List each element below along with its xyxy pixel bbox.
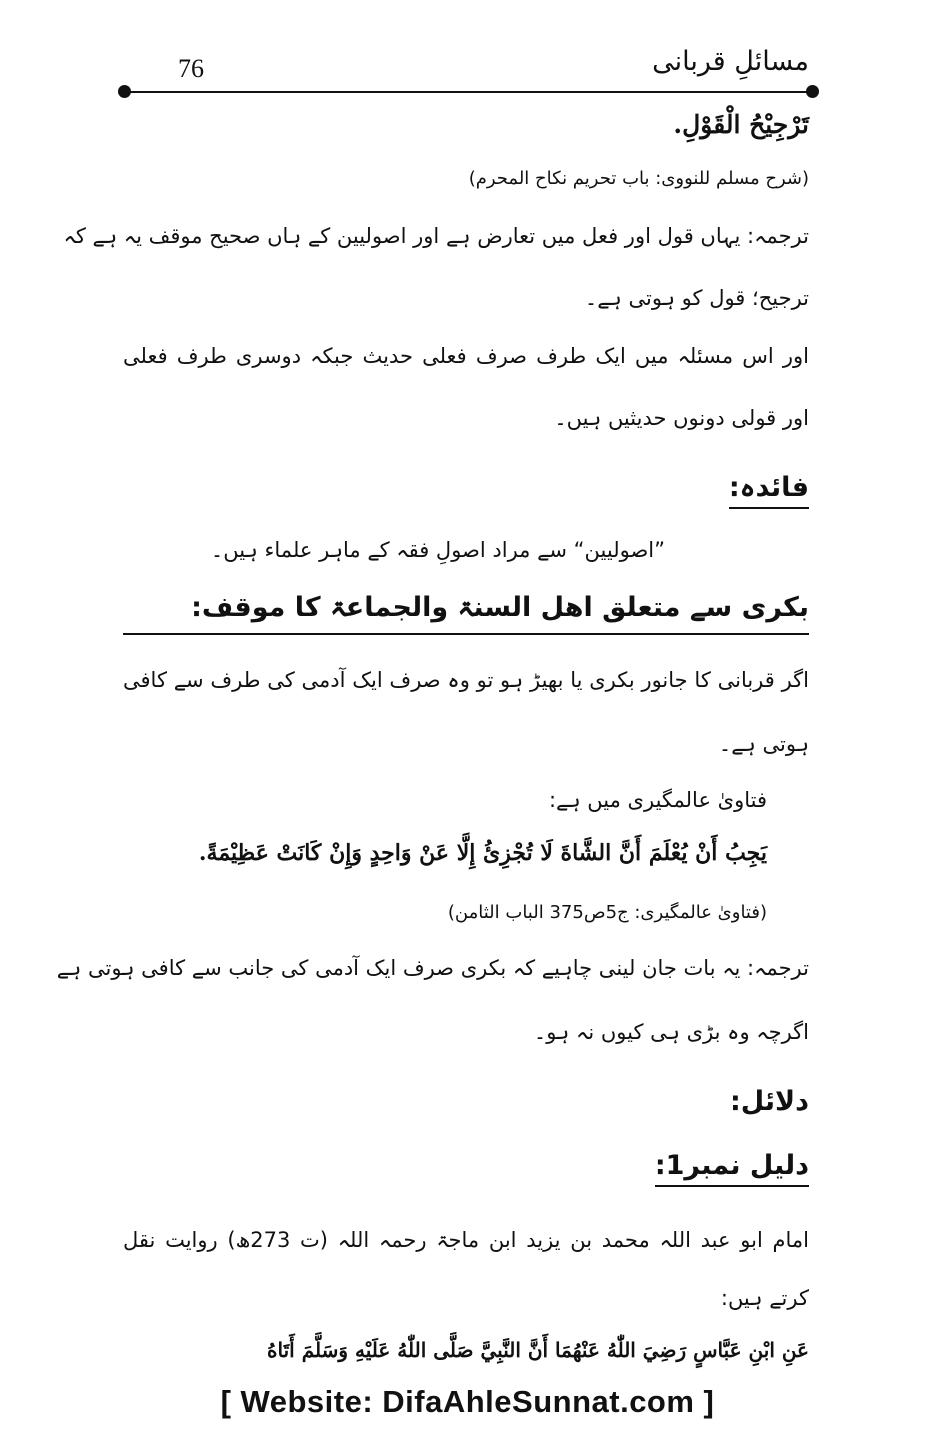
evidence-1-heading — [655, 1150, 809, 1181]
arabic-ruling: يَجِبُ أَنْ يُعْلَمَ أَنَّ الشَّاةَ لَا تُجْزِئُ إِلَّا عَنْ وَاحِدٍ وَإِنْ كَانَتْ عَظِيْمَةً. — [198, 840, 767, 866]
header-dot-right — [806, 85, 819, 98]
benefit-heading — [729, 472, 809, 503]
translation-line-2: ترجیح؛ قول کو ہوتی ہے۔ — [584, 286, 809, 310]
header-rule — [124, 91, 812, 93]
arabic-hadith: عَنِ ابْنِ عَبَّاسٍ رَضِيَ اللّٰهُ عَنْهُمَا أَنَّ النَّبِيَّ صَلَّى اللّٰهُ عَلَيْهِ وَسَلَّمَ أَتَاهُ — [267, 1338, 809, 1362]
paragraph-line-2: اور قولی دونوں حدیثیں ہیں۔ — [554, 406, 809, 430]
fatawa-intro: فتاویٰ عالمگیری میں ہے: — [548, 788, 767, 812]
ruling-line-2: ہوتی ہے۔ — [718, 732, 809, 756]
evidence-1-heading-text: دلیل نمبر1: — [655, 1150, 809, 1187]
reference-alamgiri: (فتاویٰ عالمگیری: ج5ص375 الباب الثامن) — [447, 902, 767, 923]
page-number: 76 — [178, 54, 204, 83]
evidences-heading: دلائل: — [730, 1086, 809, 1117]
translation-line-1: ترجمہ: یہاں قول اور فعل میں تعارض ہے اور اصولیین کے ہاں صحیح موقف یہ ہے کہ — [63, 224, 809, 248]
reference-nawawi: (شرح مسلم للنووی: باب تحریم نکاح المحرم) — [468, 168, 809, 189]
benefit-text: ”اصولیین“ سے مراد اصولِ فقہ کے ماہر علماء ہیں۔ — [210, 538, 665, 562]
arabic-quote-end: تَرْجِيْحُ الْقَوْلِ. — [673, 110, 809, 139]
translation2-line-1: ترجمہ: یہ بات جان لینی چاہیے کہ بکری صرف ایک آدمی کی جانب سے کافی ہوتی ہے — [56, 956, 809, 980]
translation2-line-2: اگرچہ وہ بڑی ہی کیوں نہ ہو۔ — [533, 1020, 809, 1044]
website-banner: [ Website: DifaAhleSunnat.com ] — [220, 1384, 715, 1419]
ruling-line-1: اگر قربانی کا جانور بکری یا بھیڑ ہو تو وہ صرف ایک آدمی کی طرف سے کافی — [123, 668, 809, 692]
book-title: مسائلِ قربانی — [652, 46, 809, 77]
section-heading-goat: بکری سے متعلق اھل السنۃ والجماعۃ کا موقف: — [123, 592, 809, 635]
narration-intro-line-2: کرتے ہیں: — [720, 1286, 809, 1310]
benefit-heading-text: فائدہ: — [729, 472, 809, 509]
narration-intro-line-1: امام ابو عبد اللہ محمد بن یزید ابن ماجۃ رحمہ اللہ (ت 273ھ) روایت نقل — [123, 1228, 809, 1252]
paragraph-line-1: اور اس مسئلہ میں ایک طرف صرف فعلی حدیث جبکہ دوسری طرف فعلی — [123, 344, 809, 368]
